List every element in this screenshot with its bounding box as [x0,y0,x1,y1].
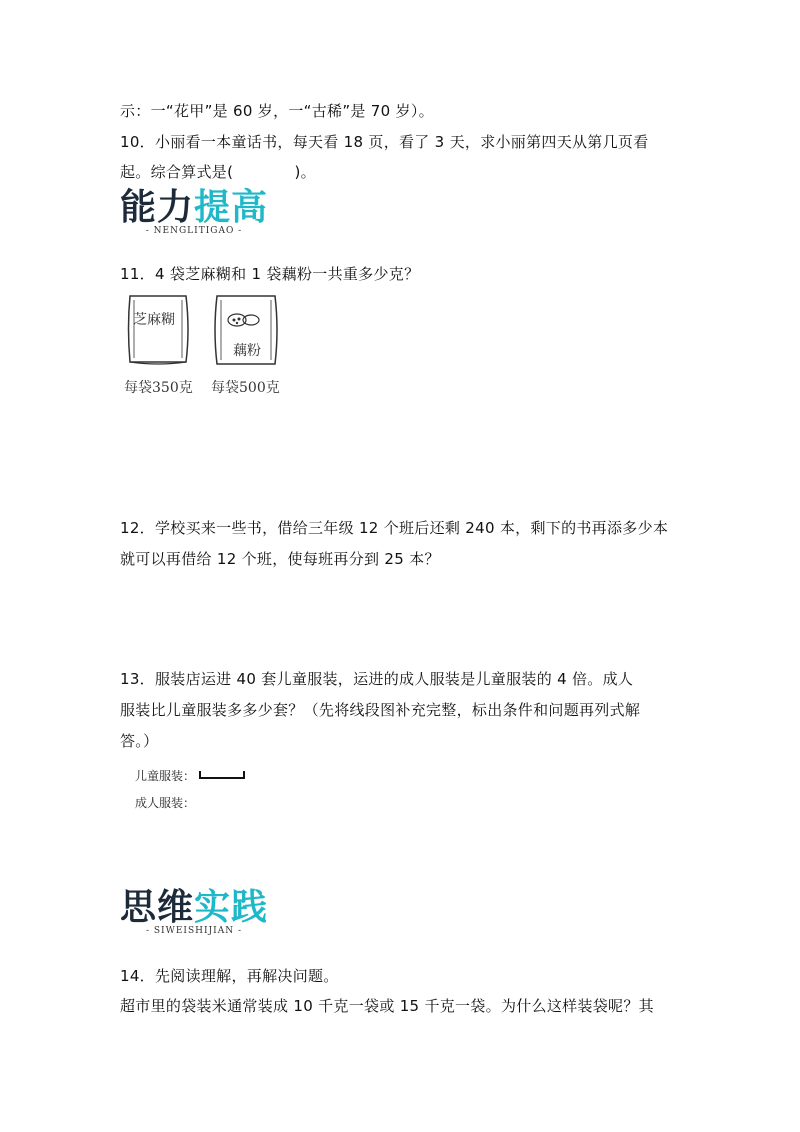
child-segment [198,767,248,781]
child-clothing-label: 儿童服装： [135,769,196,783]
sesame-bag-label: 芝麻糊 [133,312,175,328]
question-14: 14．先阅读理解，再解决问题。 [120,967,339,985]
question-11: 11．4 袋芝麻糊和 1 袋藕粉一共重多少克？ [120,265,420,283]
logo-title-part2: 提高 [194,187,269,228]
question-13: 13．服装店运进 40 套儿童服装，运进的成人服装是儿童服装的 4 倍。成人 [120,670,634,688]
sesame-caption: 每袋350克 [124,380,193,396]
sesame-bag-image [124,292,194,372]
ability-logo [120,188,268,236]
lotus-bag-image [211,292,283,372]
lotus-bag-label: 藕粉 [233,343,261,359]
thinking-logo [120,888,268,936]
question-12-cont: 就可以再借给 12 个班，使每班再分到 25 本？ [120,550,440,568]
logo-title-part1: 思维 [120,887,195,928]
question-14-cont: 超市里的袋装米通常装成 10 千克一袋或 15 千克一袋。为什么这样装袋呢？其 [120,997,654,1015]
text-line: 示：一“花甲”是 60 岁，一“古稀”是 70 岁）。 [120,102,434,120]
adult-clothing-label: 成人服装： [135,796,196,810]
logo-title-part2: 实践 [194,887,269,928]
question-13-cont: 服装比儿童服装多多少套？（先将线段图补充完整，标出条件和问题再列式解 [120,701,641,719]
question-10-cont: 起。综合算式是( )。 [120,163,316,181]
lotus-root-icon [228,314,259,326]
lotus-caption: 每袋500克 [211,380,280,396]
logo-subtitle: - NENGLITIGAO - [145,226,243,236]
logo-title-part1: 能力 [120,187,195,228]
question-10: 10．小丽看一本童话书，每天看 18 页，看了 3 天，求小丽第四天从第几页看 [120,133,649,151]
logo-subtitle: - SIWEISHIJIAN - [145,926,242,936]
question-13-cont2: 答。） [120,732,159,750]
question-12: 12．学校买来一些书，借给三年级 12 个班后还剩 240 本，剩下的书再添多少本 [120,519,669,537]
